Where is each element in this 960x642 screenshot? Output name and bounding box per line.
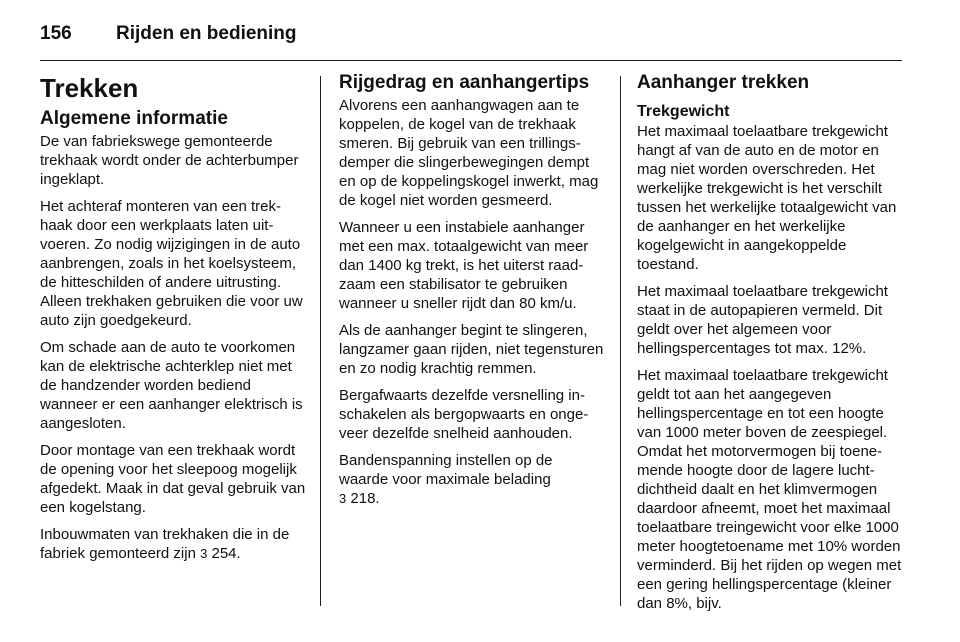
subheading: Trekgewicht [637,103,730,120]
paragraph [339,451,605,508]
section-heading: Rijgedrag en aanhangertips [339,72,590,93]
paragraph: Het maximaal toelaatbare trekgewicht staat in de autopapieren vermeld. Dit geldt over het algemeen voor hellingspercentages tot max. 12%. [637,283,888,357]
page-ref-link[interactable]: 254. [211,545,241,562]
paragraph: Het maximaal toelaatbare trekgewicht hangt af van de auto en de motor en mag niet worden overschreden. Het werkelijke trekgewicht is het verschilt tussen het werkelijke totaalgewicht van de aanhanger en het werkelijke kogelgewicht in aangekoppelde toestand. [637,123,897,273]
column-3 [637,72,903,621]
paragraph: Het achteraf monteren van een trekhaak door een werkplaats laten uitvoeren. Zo nodig wijzigingen in de auto aanbrengen, zoals in het koelsysteem, de hitteschilden of andere uitrusting. Alleen trekhaken gebruiken die voor uw auto zijn goedgekeurd. [40,198,303,329]
paragraph: Alvorens een aanhangwagen aan te koppelen, de kogel van de trekhaak smeren. Bij gebruik van een trillingsdemper die slingerbewegingen dempt en op de koppelingskogel inwerkt, mag de kogel niet worden gesmeerd. [339,97,599,209]
page-title: Trekken [40,73,139,103]
page-ref-link[interactable]: 218. [350,490,380,507]
section-title: Rijden en bediening [116,23,297,44]
paragraph: Het maximaal toelaatbare trekgewicht geldt tot aan het aangegeven hellingspercentage en tot een hoogte van 1000 meter boven de zeespiegel. Omdat het motorvermogen bij toenemende hoogte door de lagere luchtdichtheid daalt en het klimvermogen daardoor afneemt, moet het maximaal toelaatbare treingewicht voor elke 1000 meter hoogtetoename met 10% worden verminderd. Bij het rijden op wegen met een gering hellingspercentage (kleiner dan 8%, bijv. [637,367,902,612]
column-divider [320,76,321,606]
paragraph: Bergafwaarts dezelfde versnelling inschakelen als bergopwaarts en ongeveer dezelfde snelheid aanhouden. [339,387,589,442]
page-ref-arrow-icon: 3 [339,491,347,506]
column-divider [620,76,621,606]
paragraph: Als de aanhanger begint te slingeren, langzamer gaan rijden, niet tegensturen en zo nodig krachtig remmen. [339,322,604,377]
subheading: Algemene informatie [40,108,228,129]
paragraph: Door montage van een trekhaak wordt de opening voor het sleepoog mogelijk afgedekt. Maak in dat geval gebruik van een kogelstang. [40,442,306,516]
paragraph [40,525,306,563]
column-1 [40,72,306,571]
paragraph: Om schade aan de auto te voorkomen kan de elektrische achterklep niet met de handzender worden bediend wanneer er een aanhanger elektrisch is aangesloten. [40,339,303,432]
section-heading: Aanhanger trekken [637,72,810,93]
paragraph: De van fabriekswege gemonteerde trekhaak wordt onder de achterbumper ingeklapt. [40,133,299,188]
paragraph-text: Inbouwmaten van trekhaken die in de fabriek gemonteerd zijn [40,526,290,562]
column-2 [339,72,605,516]
header-rule [40,60,902,61]
page-number: 156 [40,23,72,44]
paragraph: Wanneer u een instabiele aanhanger met een max. totaalgewicht van meer dan 1400 kg trekt, is het uiterst raadzaam een stabilisator te gebruiken wanneer u sneller rijdt dan 80 km/u. [339,219,589,312]
paragraph-text: Bandenspanning instellen op de waarde voor maximale belading [339,452,553,488]
page-header [40,16,297,52]
page-ref-arrow-icon: 3 [200,546,208,561]
